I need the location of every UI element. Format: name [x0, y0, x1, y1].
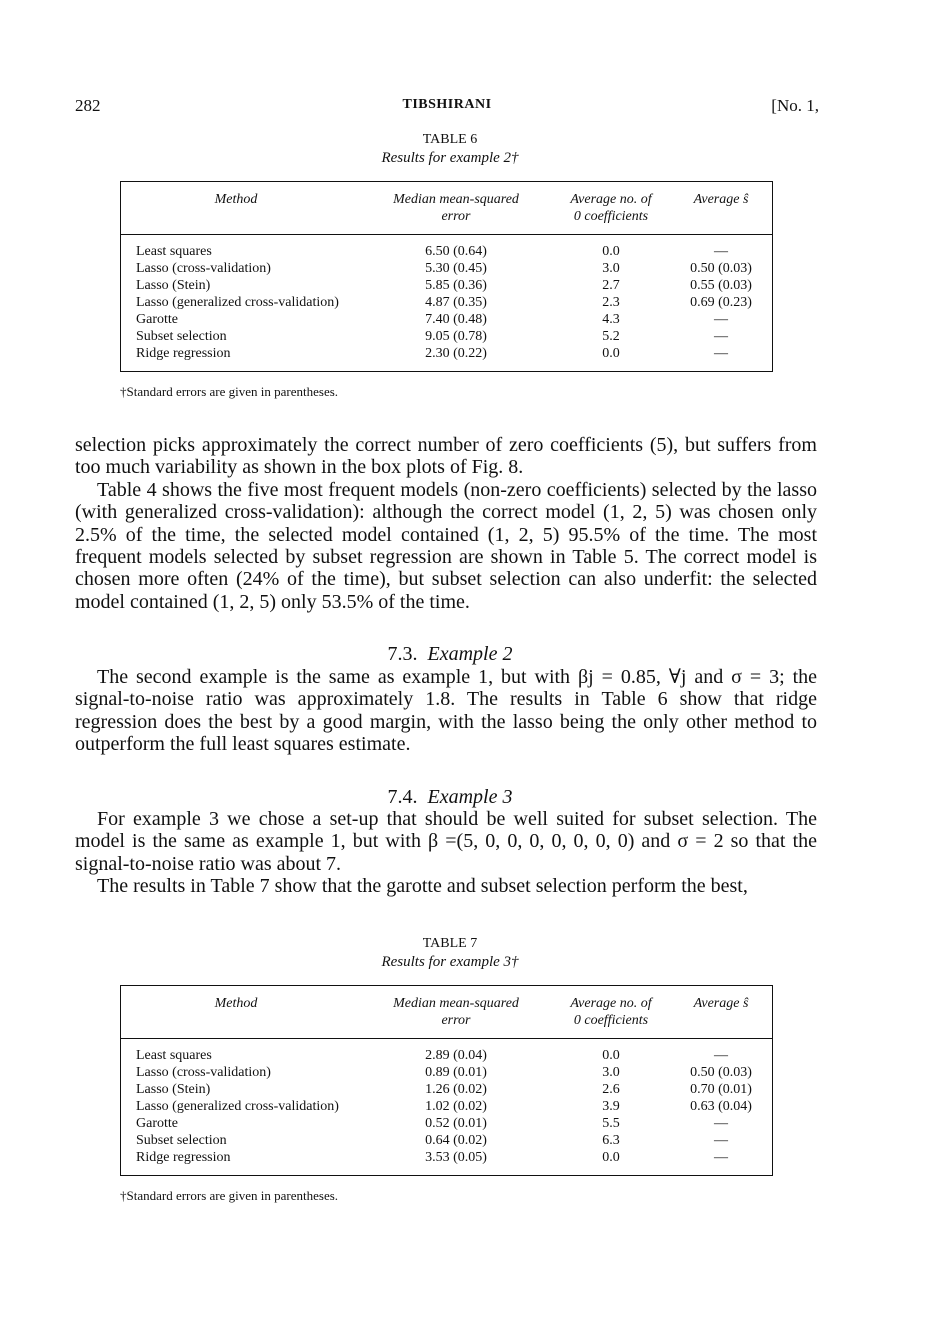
table7-col-method: Method [214, 996, 258, 1011]
paragraph: The results in Table 7 show that the garotte and subset selection perform the best, [97, 875, 748, 898]
section-heading-7-4: 7.4. Example 3 [387, 786, 513, 808]
table6-title: Results for example 2† [381, 150, 519, 166]
table-row: Subset selection 9.05 (0.78) 5.2 — [136, 329, 728, 344]
table7-col-zero-coef: Average no. of 0 coefficients [570, 996, 652, 1028]
table7-col-mse: Median mean-squared error [393, 996, 519, 1028]
table7-title: Results for example 3† [381, 954, 519, 970]
paragraph: For example 3 we chose a set-up that should be well suited for subset selection. The model is the same as example 1, but with β =(5, 0, 0, 0, 0, 0, 0, 0) and σ = 2 so that the signal-to-noise ratio was about 7. [75, 808, 817, 875]
table7-label: TABLE 7 [422, 936, 478, 951]
table-row: Garotte 0.52 (0.01) 5.5 — [136, 1116, 728, 1131]
section-heading-7-3: 7.3. Example 2 [387, 643, 513, 665]
table-row: Ridge regression 2.30 (0.22) 0.0 — [136, 346, 728, 361]
table6 [120, 181, 773, 372]
page-number: 282 [75, 96, 101, 115]
table7-header [121, 986, 772, 1039]
table-row: Least squares 2.89 (0.04) 0.0 — [136, 1048, 728, 1063]
table6-caption [0, 130, 900, 168]
table7-caption [0, 934, 900, 972]
table-row: Lasso (generalized cross-validation) 4.87 (0.35) 2.3 0.69 (0.23) [136, 295, 752, 310]
table-row: Lasso (Stein) 5.85 (0.36) 2.7 0.55 (0.03) [136, 278, 752, 293]
table6-col-avg-s: Average ŝ [693, 192, 749, 207]
paragraph: Table 4 shows the five most frequent models (non-zero coefficients) selected by the lasso (with generalized cross-validation): although the correct model (1, 2, 5) was chosen only 2.5% of the time, the selected model contained (1, 2, 5) 95.5% of the time. The most frequent models selected by subset regression are shown in Table 5. The correct model is chosen more often (24% of the time), but subset selection can also underfit: the selected model contained (1, 2, 5) only 53.5% of the time. [75, 478, 817, 613]
table7 [120, 985, 773, 1176]
table6-label: TABLE 6 [422, 132, 478, 147]
body-text-1 [75, 434, 817, 613]
section-7-3-text [75, 666, 817, 756]
table-row: Least squares 6.50 (0.64) 0.0 — [136, 244, 728, 259]
table-row: Lasso (cross-validation) 5.30 (0.45) 3.0 0.50 (0.03) [136, 261, 752, 276]
table-row: Garotte 7.40 (0.48) 4.3 — [136, 312, 728, 327]
page-header [75, 96, 819, 120]
table6-header [121, 182, 772, 235]
paragraph: The second example is the same as example 1, but with βj = 0.85, ∀j and σ = 3; the signal-to-noise ratio was approximately 1.8. The results in Table 6 show that ridge regression does the best by a good margin, with the lasso being the only other method to outperform the full least squares estimate. [75, 666, 817, 756]
issue-number: [No. 1, [771, 96, 819, 115]
table7-footnote: †Standard errors are given in parentheses. [120, 1188, 339, 1203]
table-row: Subset selection 0.64 (0.02) 6.3 — [136, 1133, 728, 1148]
table-row: Lasso (Stein) 1.26 (0.02) 2.6 0.70 (0.01) [136, 1082, 752, 1097]
table-row: Ridge regression 3.53 (0.05) 0.0 — [136, 1150, 728, 1165]
table-row: Lasso (generalized cross-validation) 1.02 (0.02) 3.9 0.63 (0.04) [136, 1099, 752, 1114]
table7-body [121, 1039, 772, 1175]
table6-body [121, 235, 772, 371]
table6-col-zero-coef: Average no. of 0 coefficients [570, 192, 652, 224]
table6-footnote: †Standard errors are given in parentheses. [120, 384, 339, 399]
running-head: TIBSHIRANI [402, 97, 492, 112]
table6-col-method: Method [214, 192, 258, 207]
table7-col-avg-s: Average ŝ [693, 996, 749, 1011]
section-7-4-text [75, 808, 817, 898]
table6-col-mse: Median mean-squared error [393, 192, 519, 224]
table-row: Lasso (cross-validation) 0.89 (0.01) 3.0 0.50 (0.03) [136, 1065, 752, 1080]
paragraph: selection picks approximately the correct number of zero coefficients (5), but suffers from too much variability as shown in the box plots of Fig. 8. [75, 434, 817, 479]
